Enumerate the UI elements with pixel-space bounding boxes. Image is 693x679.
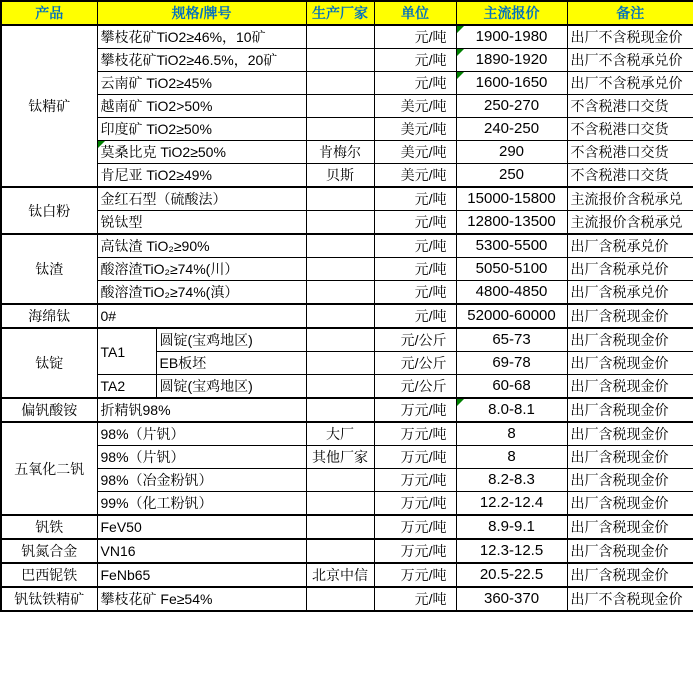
maker-cell xyxy=(306,25,374,49)
unit-cell: 万元/吨 xyxy=(374,446,456,469)
table-row xyxy=(1,95,693,118)
header-spec: 规格/牌号 xyxy=(97,1,306,25)
table-row xyxy=(1,492,693,516)
note-cell: 出厂含税承兑价 xyxy=(567,258,693,281)
price-cell: 250-270 xyxy=(456,95,567,118)
spec-cell: 98%（片钒） xyxy=(97,446,306,469)
unit-cell: 万元/吨 xyxy=(374,563,456,587)
spec-cell: 莫桑比克 TiO2≥50% xyxy=(97,141,306,164)
note-cell: 出厂含税现金价 xyxy=(567,492,693,516)
spec-cell: 越南矿 TiO2>50% xyxy=(97,95,306,118)
price-cell: 15000-15800 xyxy=(456,187,567,211)
product-cell: 钛精矿 xyxy=(1,25,97,187)
price-cell: 360-370 xyxy=(456,587,567,611)
comment-indicator-icon xyxy=(457,49,464,56)
table-row xyxy=(1,118,693,141)
note-cell: 出厂含税现金价 xyxy=(567,422,693,446)
product-cell: 钒铁 xyxy=(1,515,97,539)
unit-cell: 万元/吨 xyxy=(374,492,456,516)
price-cell: 250 xyxy=(456,164,567,188)
product-cell: 钒氮合金 xyxy=(1,539,97,563)
maker-cell xyxy=(306,118,374,141)
maker-cell xyxy=(306,281,374,305)
note-cell: 出厂含税现金价 xyxy=(567,563,693,587)
table-row xyxy=(1,49,693,72)
price-cell: 65-73 xyxy=(456,328,567,352)
maker-cell xyxy=(306,304,374,328)
spec-cell: 0# xyxy=(97,304,306,328)
product-cell: 偏钒酸铵 xyxy=(1,398,97,422)
spec-cell: VN16 xyxy=(97,539,306,563)
maker-cell xyxy=(306,258,374,281)
unit-cell: 万元/吨 xyxy=(374,422,456,446)
spec-cell: 酸溶渣TiO₂≥74%(滇） xyxy=(97,281,306,305)
maker-cell xyxy=(306,352,374,375)
unit-cell: 元/吨 xyxy=(374,258,456,281)
grade-cell: TA1 xyxy=(97,328,156,375)
spec-cell: 折精钒98% xyxy=(97,398,306,422)
table-row xyxy=(1,515,693,539)
unit-cell: 元/吨 xyxy=(374,72,456,95)
maker-cell xyxy=(306,234,374,258)
product-cell: 五氧化二钒 xyxy=(1,422,97,515)
subspec-cell: EB板坯 xyxy=(156,352,306,375)
unit-cell: 万元/吨 xyxy=(374,515,456,539)
table-row xyxy=(1,328,693,352)
maker-cell xyxy=(306,211,374,235)
maker-cell xyxy=(306,187,374,211)
unit-cell: 元/吨 xyxy=(374,587,456,611)
price-cell: 240-250 xyxy=(456,118,567,141)
spec-cell: 攀枝花矿 Fe≥54% xyxy=(97,587,306,611)
maker-cell xyxy=(306,328,374,352)
note-cell: 出厂不含税承兑价 xyxy=(567,49,693,72)
table-row xyxy=(1,398,693,422)
note-cell: 出厂含税现金价 xyxy=(567,446,693,469)
note-cell: 不含税港口交货 xyxy=(567,95,693,118)
comment-indicator-icon xyxy=(98,141,105,148)
price-cell: 8 xyxy=(456,446,567,469)
unit-cell: 元/吨 xyxy=(374,211,456,235)
maker-cell xyxy=(306,375,374,399)
header-unit: 单位 xyxy=(374,1,456,25)
product-cell: 海绵钛 xyxy=(1,304,97,328)
spec-cell: 酸溶渣TiO₂≥74%(川） xyxy=(97,258,306,281)
table-row xyxy=(1,211,693,235)
table-row xyxy=(1,587,693,611)
product-cell: 钛锭 xyxy=(1,328,97,398)
maker-cell xyxy=(306,469,374,492)
note-cell: 出厂含税现金价 xyxy=(567,375,693,399)
table-row xyxy=(1,563,693,587)
note-cell: 出厂不含税现金价 xyxy=(567,587,693,611)
spec-cell: 肯尼亚 TiO2≥49% xyxy=(97,164,306,188)
grade-cell: TA2 xyxy=(97,375,156,399)
spec-cell: 98%（冶金粉钒） xyxy=(97,469,306,492)
price-cell: 5300-5500 xyxy=(456,234,567,258)
table-row xyxy=(1,234,693,258)
table-row xyxy=(1,72,693,95)
price-cell: 69-78 xyxy=(456,352,567,375)
subspec-cell: 圆锭(宝鸡地区) xyxy=(156,328,306,352)
note-cell: 不含税港口交货 xyxy=(567,164,693,188)
spec-cell: 锐钛型 xyxy=(97,211,306,235)
price-cell: 12.2-12.4 xyxy=(456,492,567,516)
maker-cell xyxy=(306,49,374,72)
header-maker: 生产厂家 xyxy=(306,1,374,25)
table-row xyxy=(1,539,693,563)
maker-cell xyxy=(306,539,374,563)
unit-cell: 元/吨 xyxy=(374,187,456,211)
price-cell: 20.5-22.5 xyxy=(456,563,567,587)
price-cell: 1900-1980 xyxy=(456,25,567,49)
note-cell: 出厂含税现金价 xyxy=(567,469,693,492)
unit-cell: 元/吨 xyxy=(374,304,456,328)
unit-cell: 元/吨 xyxy=(374,234,456,258)
maker-cell xyxy=(306,398,374,422)
maker-cell xyxy=(306,95,374,118)
header-row xyxy=(1,1,693,25)
maker-cell xyxy=(306,72,374,95)
spec-cell: 攀枝花矿TiO2≥46.5%，20矿 xyxy=(97,49,306,72)
unit-cell: 美元/吨 xyxy=(374,164,456,188)
note-cell: 出厂含税承兑价 xyxy=(567,234,693,258)
comment-indicator-icon xyxy=(457,399,464,406)
unit-cell: 美元/吨 xyxy=(374,141,456,164)
price-cell: 1600-1650 xyxy=(456,72,567,95)
comment-indicator-icon xyxy=(457,72,464,79)
note-cell: 主流报价含税承兑 xyxy=(567,211,693,235)
note-cell: 不含税港口交货 xyxy=(567,141,693,164)
unit-cell: 美元/吨 xyxy=(374,118,456,141)
spec-cell: FeV50 xyxy=(97,515,306,539)
maker-cell xyxy=(306,515,374,539)
price-cell: 8.0-8.1 xyxy=(456,398,567,422)
table-row xyxy=(1,164,693,188)
price-cell: 12.3-12.5 xyxy=(456,539,567,563)
maker-cell: 大厂 xyxy=(306,422,374,446)
price-cell: 1890-1920 xyxy=(456,49,567,72)
maker-cell: 肯梅尔 xyxy=(306,141,374,164)
unit-cell: 元/公斤 xyxy=(374,352,456,375)
table-row xyxy=(1,187,693,211)
table-row xyxy=(1,258,693,281)
header-price: 主流报价 xyxy=(456,1,567,25)
note-cell: 出厂含税现金价 xyxy=(567,539,693,563)
table-row xyxy=(1,375,693,399)
comment-indicator-icon xyxy=(457,26,464,33)
maker-cell: 贝斯 xyxy=(306,164,374,188)
note-cell: 出厂含税承兑价 xyxy=(567,281,693,305)
maker-cell xyxy=(306,587,374,611)
note-cell: 出厂含税现金价 xyxy=(567,352,693,375)
product-cell: 钛渣 xyxy=(1,234,97,304)
note-cell: 出厂含税现金价 xyxy=(567,398,693,422)
price-cell: 290 xyxy=(456,141,567,164)
spec-cell: 云南矿 TiO2≥45% xyxy=(97,72,306,95)
table-row xyxy=(1,25,693,49)
spec-cell: 印度矿 TiO2≥50% xyxy=(97,118,306,141)
unit-cell: 元/公斤 xyxy=(374,375,456,399)
unit-cell: 万元/吨 xyxy=(374,398,456,422)
subspec-cell: 圆锭(宝鸡地区) xyxy=(156,375,306,399)
maker-cell: 北京中信 xyxy=(306,563,374,587)
table-row xyxy=(1,304,693,328)
table-row xyxy=(1,446,693,469)
table-row xyxy=(1,469,693,492)
spec-cell: 金红石型（硫酸法） xyxy=(97,187,306,211)
product-cell: 钛白粉 xyxy=(1,187,97,234)
note-cell: 出厂含税现金价 xyxy=(567,304,693,328)
table-row xyxy=(1,422,693,446)
note-cell: 不含税港口交货 xyxy=(567,118,693,141)
note-cell: 出厂含税现金价 xyxy=(567,328,693,352)
price-cell: 8 xyxy=(456,422,567,446)
price-cell: 4800-4850 xyxy=(456,281,567,305)
unit-cell: 万元/吨 xyxy=(374,469,456,492)
product-cell: 巴西铌铁 xyxy=(1,563,97,587)
price-cell: 60-68 xyxy=(456,375,567,399)
table-row xyxy=(1,141,693,164)
note-cell: 出厂不含税承兑价 xyxy=(567,72,693,95)
unit-cell: 元/公斤 xyxy=(374,328,456,352)
unit-cell: 元/吨 xyxy=(374,25,456,49)
unit-cell: 元/吨 xyxy=(374,49,456,72)
spec-cell: 98%（片钒） xyxy=(97,422,306,446)
product-cell: 钒钛铁精矿 xyxy=(1,587,97,611)
header-note: 备注 xyxy=(567,1,693,25)
header-product: 产品 xyxy=(1,1,97,25)
maker-cell xyxy=(306,492,374,516)
spec-cell: FeNb65 xyxy=(97,563,306,587)
note-cell: 出厂含税现金价 xyxy=(567,515,693,539)
unit-cell: 美元/吨 xyxy=(374,95,456,118)
note-cell: 主流报价含税承兑 xyxy=(567,187,693,211)
table-row xyxy=(1,281,693,305)
price-cell: 5050-5100 xyxy=(456,258,567,281)
price-cell: 8.9-9.1 xyxy=(456,515,567,539)
unit-cell: 元/吨 xyxy=(374,281,456,305)
price-cell: 52000-60000 xyxy=(456,304,567,328)
spec-cell: 99%（化工粉钒） xyxy=(97,492,306,516)
spec-cell: 高钛渣 TiO₂≥90% xyxy=(97,234,306,258)
price-cell: 8.2-8.3 xyxy=(456,469,567,492)
note-cell: 出厂不含税现金价 xyxy=(567,25,693,49)
spec-cell: 攀枝花矿TiO2≥46%，10矿 xyxy=(97,25,306,49)
maker-cell: 其他厂家 xyxy=(306,446,374,469)
unit-cell: 万元/吨 xyxy=(374,539,456,563)
price-cell: 12800-13500 xyxy=(456,211,567,235)
